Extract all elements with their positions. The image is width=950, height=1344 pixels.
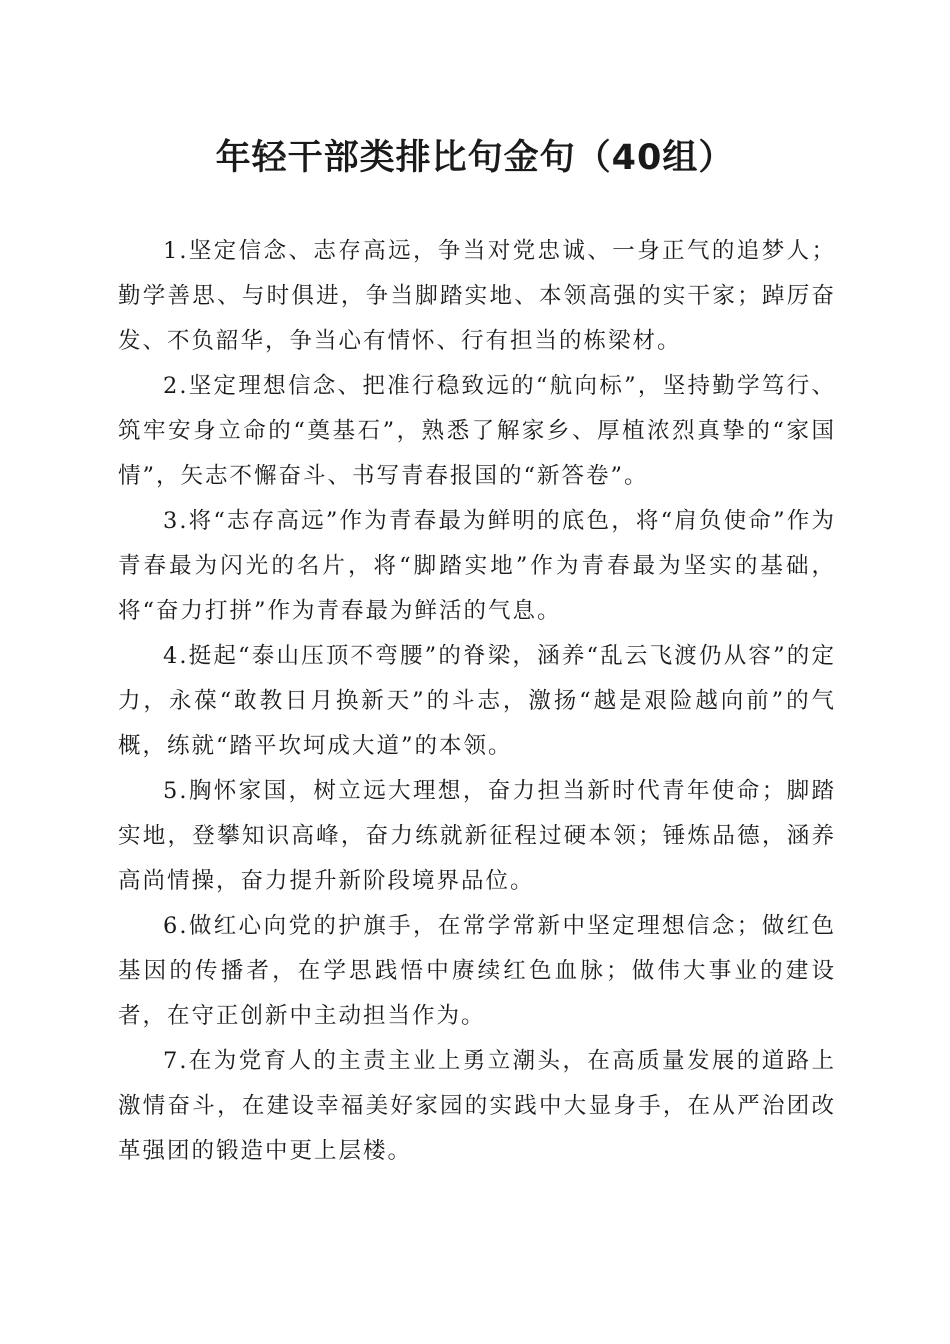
- paragraph-5: 5.胸怀家国，树立远大理想，奋力担当新时代青年使命；脚踏实地，登攀知识高峰，奋力练就新征程过硬本领；锤炼品德，涵养高尚情操，奋力提升新阶段境界品位。: [118, 778, 836, 894]
- paragraph-6: 6.做红心向党的护旗手，在常学常新中坚定理想信念；做红色基因的传播者，在学思践悟中赓续红色血脉；做伟大事业的建设者，在守正创新中主动担当作为。: [118, 913, 836, 1029]
- paragraph-4: 4.挺起“泰山压顶不弯腰”的脊梁，涵养“乱云飞渡仍从容”的定力，永葆“敢教日月换新天”的斗志，激扬“越是艰险越向前”的气概，练就“踏平坎坷成大道”的本领。: [118, 643, 836, 759]
- paragraph-7: 7.在为党育人的主责主业上勇立潮头，在高质量发展的道路上激情奋斗，在建设幸福美好家园的实践中大显身手，在从严治团改革强团的锻造中更上层楼。: [118, 1048, 836, 1164]
- document-title: 年轻干部类排比句金句（40组）: [215, 138, 735, 178]
- document-body: [118, 229, 836, 1174]
- paragraph-2: 2.坚定理想信念、把准行稳致远的“航向标”，坚持勤学笃行、筑牢安身立命的“奠基石”，熟悉了解家乡、厚植浓烈真挚的“家国情”，矢志不懈奋斗、书写青春报国的“新答卷”。: [118, 373, 836, 489]
- paragraph-3: 3.将“志存高远”作为青春最为鲜明的底色，将“肩负使命”作为青春最为闪光的名片，将“脚踏实地”作为青春最为坚实的基础，将“奋力打拼”作为青春最为鲜活的气息。: [118, 508, 836, 624]
- paragraph-1: 1.坚定信念、志存高远，争当对党忠诚、一身正气的追梦人；勤学善思、与时俱进，争当脚踏实地、本领高强的实干家；踔厉奋发、不负韶华，争当心有情怀、行有担当的栋梁材。: [118, 238, 836, 354]
